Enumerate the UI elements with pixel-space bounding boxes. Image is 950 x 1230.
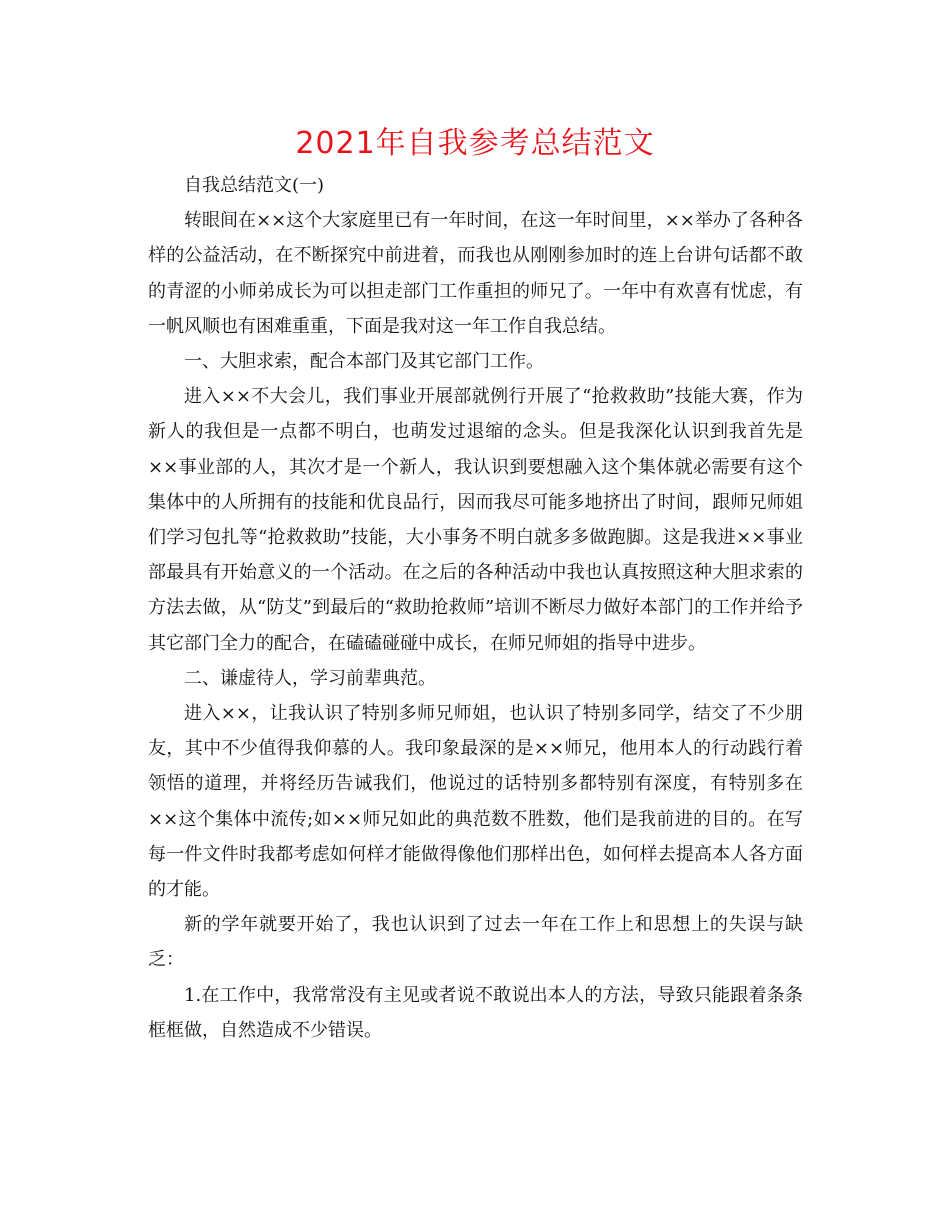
document-title: 2021年自我参考总结范文 bbox=[295, 126, 655, 161]
section-heading: 二、谦虚待人，学习前辈典范。 bbox=[184, 667, 436, 689]
body-paragraph: 转眼间在××这个大家庭里已有一年时间，在这一年时间里，××举办了各种各样的公益活动，在不断探究中前进着，而我也从刚刚参加时的连上台讲句话都不敢的青涩的小师弟成长为可以担走部门工作重担的师兄了。一年中有欢喜有忧虑，有一帆风顺也有困难重重，下面是我对这一年工作自我总结。 bbox=[148, 210, 803, 337]
section-heading: 一、大胆求索，配合本部门及其它部门工作。 bbox=[184, 351, 544, 373]
body-paragraph: 新的学年就要开始了，我也认识到了过去一年在工作上和思想上的失误与缺乏： bbox=[148, 914, 803, 971]
body-paragraph: 进入××，让我认识了特别多师兄师姐，也认识了特别多同学，结交了不少朋友，其中不少值得我仰慕的人。我印象最深的是××师兄，他用本人的行动践行着领悟的道理，并将经历告诫我们，他说过的话特别多都特别有深度，有特别多在××这个集体中流传;如××师兄如此的典范数不胜数，他们是我前进的目的。在写每一件文件时我都考虑如何样才能做得像他们那样出色，如何样去提高本人各方面的才能。 bbox=[148, 703, 803, 901]
section-heading: 自我总结范文(一) bbox=[184, 175, 325, 196]
body-paragraph: 进入××不大会儿，我们事业开展部就例行开展了“抢救救助”技能大赛，作为新人的我但是一点都不明白，也萌发过退缩的念头。但是我深化认识到我首先是××事业部的人，其次才是一个新人，我认识到要想融入这个集体就必需要有这个集体中的人所拥有的技能和优良品行，因而我尽可能多地挤出了时间，跟师兄师姐们学习包扎等“抢救救助”技能，大小事务不明白就多多做跑脚。这是我进××事业部最具有开始意义的一个活动。在之后的各种活动中我也认真按照这种大胆求索的方法去做，从“防艾”到最后的“救助抢救师”培训不断尽力做好本部门的工作并给予其它部门全力的配合，在磕磕碰碰中成长，在师兄师姐的指导中进步。 bbox=[148, 386, 803, 654]
list-item: 1.在工作中，我常常没有主见或者说不敢说出本人的方法，导致只能跟着条条框框做，自然造成不少错误。 bbox=[148, 984, 803, 1041]
document-body bbox=[148, 168, 803, 1048]
